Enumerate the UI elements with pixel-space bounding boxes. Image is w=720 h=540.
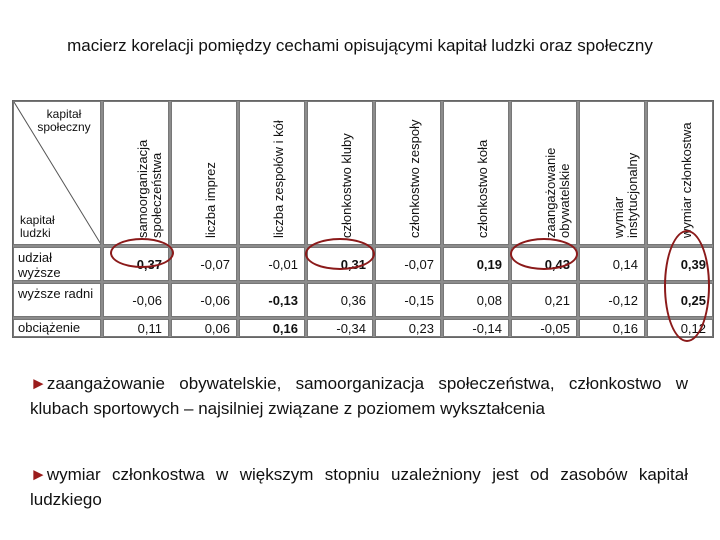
column-header-label: liczba imprez [203,162,218,238]
table-cell: -0,01 [239,247,305,281]
column-header [171,101,237,245]
column-header [647,101,713,245]
column-header-label: samoorganizacja społeczeństwa [135,139,164,238]
table-cell: -0,34 [307,319,373,337]
table-cell: 0,37 [103,247,169,281]
correlation-table [12,100,714,338]
row-label: wyższe radni [13,283,101,317]
row-label: udział wyższe [13,247,101,281]
bullet-paragraph [30,462,688,512]
table-cell: -0,07 [171,247,237,281]
column-header [375,101,441,245]
table-cell: -0,06 [171,283,237,317]
table-cell: 0,36 [307,283,373,317]
table-cell: 0,21 [511,283,577,317]
table-cell: 0,23 [375,319,441,337]
corner-header [13,101,101,245]
table-cell: 0,19 [443,247,509,281]
column-header [443,101,509,245]
table-cell: 0,39 [647,247,713,281]
corner-bottom-label: kapitał ludzki [20,213,55,240]
column-header [103,101,169,245]
paragraph-text: wymiar członkostwa w większym stopniu uzależniony jest od zasobów kapitał ludzkiego [30,465,688,509]
column-header [307,101,373,245]
arrow-icon: ► [30,374,47,393]
column-header-label: członkostwo koła [475,139,490,238]
table-cell: -0,06 [103,283,169,317]
table-cell: 0,43 [511,247,577,281]
table-cell: 0,06 [171,319,237,337]
table-cell: -0,12 [579,283,645,317]
table-header [13,101,713,245]
table-cell: 0,25 [647,283,713,317]
table-row [13,283,713,317]
column-header-label: liczba zespołów i kół [271,120,286,238]
column-header [579,101,645,245]
table-cell: 0,08 [443,283,509,317]
column-header [511,101,577,245]
table-cell: 0,12 [647,319,713,337]
arrow-icon: ► [30,465,47,484]
table-cell: 0,11 [103,319,169,337]
row-label: obciążenie [13,319,101,337]
table-row [13,247,713,281]
slide-title: macierz korelacji pomiędzy cechami opisującymi kapitał ludzki oraz społeczny [67,36,653,55]
column-header-label: wymiar członkostwa [679,122,694,238]
corner-top-label: kapitał społeczny [37,107,91,134]
table-cell: -0,07 [375,247,441,281]
table-cell: -0,15 [375,283,441,317]
column-header-label: członkostwo kluby [339,133,354,238]
column-header-label: członkostwo zespoły [407,119,422,238]
column-header [239,101,305,245]
table-row [13,319,713,337]
column-header-label: zaangażowanie obywatelskie [543,147,572,238]
table-cell: 0,31 [307,247,373,281]
table-cell: -0,13 [239,283,305,317]
bullet-paragraph [30,371,688,421]
table-cell: 0,16 [239,319,305,337]
paragraph-text: zaangażowanie obywatelskie, samoorganizacja społeczeństwa, członkostwo w klubach sportowych – najsilniej związane z poziomem wykształcenia [30,374,688,418]
table-cell: 0,14 [579,247,645,281]
table-cell: 0,16 [579,319,645,337]
column-header-label: wymiar instytucjonalny [611,152,640,238]
table-cell: -0,14 [443,319,509,337]
table-cell: -0,05 [511,319,577,337]
